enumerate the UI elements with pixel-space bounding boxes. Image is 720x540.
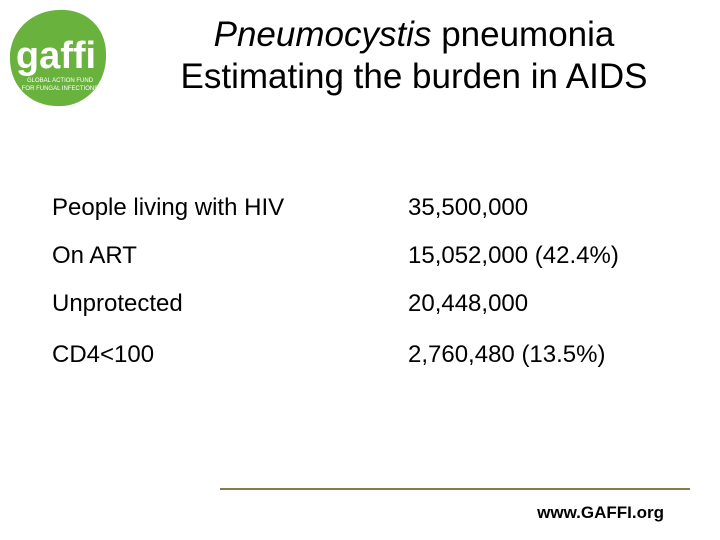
data-row [52, 337, 712, 373]
row-value: 35,500,000 [408, 194, 529, 221]
gaffi-logo-graphic [6, 6, 110, 110]
row-label: CD4<100 [52, 341, 155, 368]
title-line-1 [118, 14, 710, 56]
footer-url[interactable]: www.GAFFI.org [537, 503, 664, 522]
data-row [52, 190, 712, 226]
row-label: People living with HIV [52, 194, 285, 221]
row-label: On ART [52, 242, 137, 269]
footer-divider [220, 488, 690, 490]
data-row [52, 238, 712, 274]
title-italic: Pneumocystis [213, 15, 432, 54]
row-label: Unprotected [52, 290, 183, 317]
data-row [52, 286, 712, 322]
svg-text:gaffi: gaffi [15, 35, 97, 77]
title-line-1-rest: pneumonia [431, 15, 615, 54]
row-value: 20,448,000 [408, 290, 529, 317]
row-value: 2,760,480 (13.5%) [408, 341, 606, 368]
gaffi-logo [6, 6, 110, 110]
svg-text:FOR FUNGAL INFECTIONS: FOR FUNGAL INFECTIONS [21, 86, 99, 92]
slide-title [118, 14, 710, 98]
title-line-2: Estimating the burden in AIDS [180, 57, 648, 96]
row-value: 15,052,000 (42.4%) [408, 242, 619, 269]
svg-text:GLOBAL ACTION FUND: GLOBAL ACTION FUND [26, 78, 94, 84]
